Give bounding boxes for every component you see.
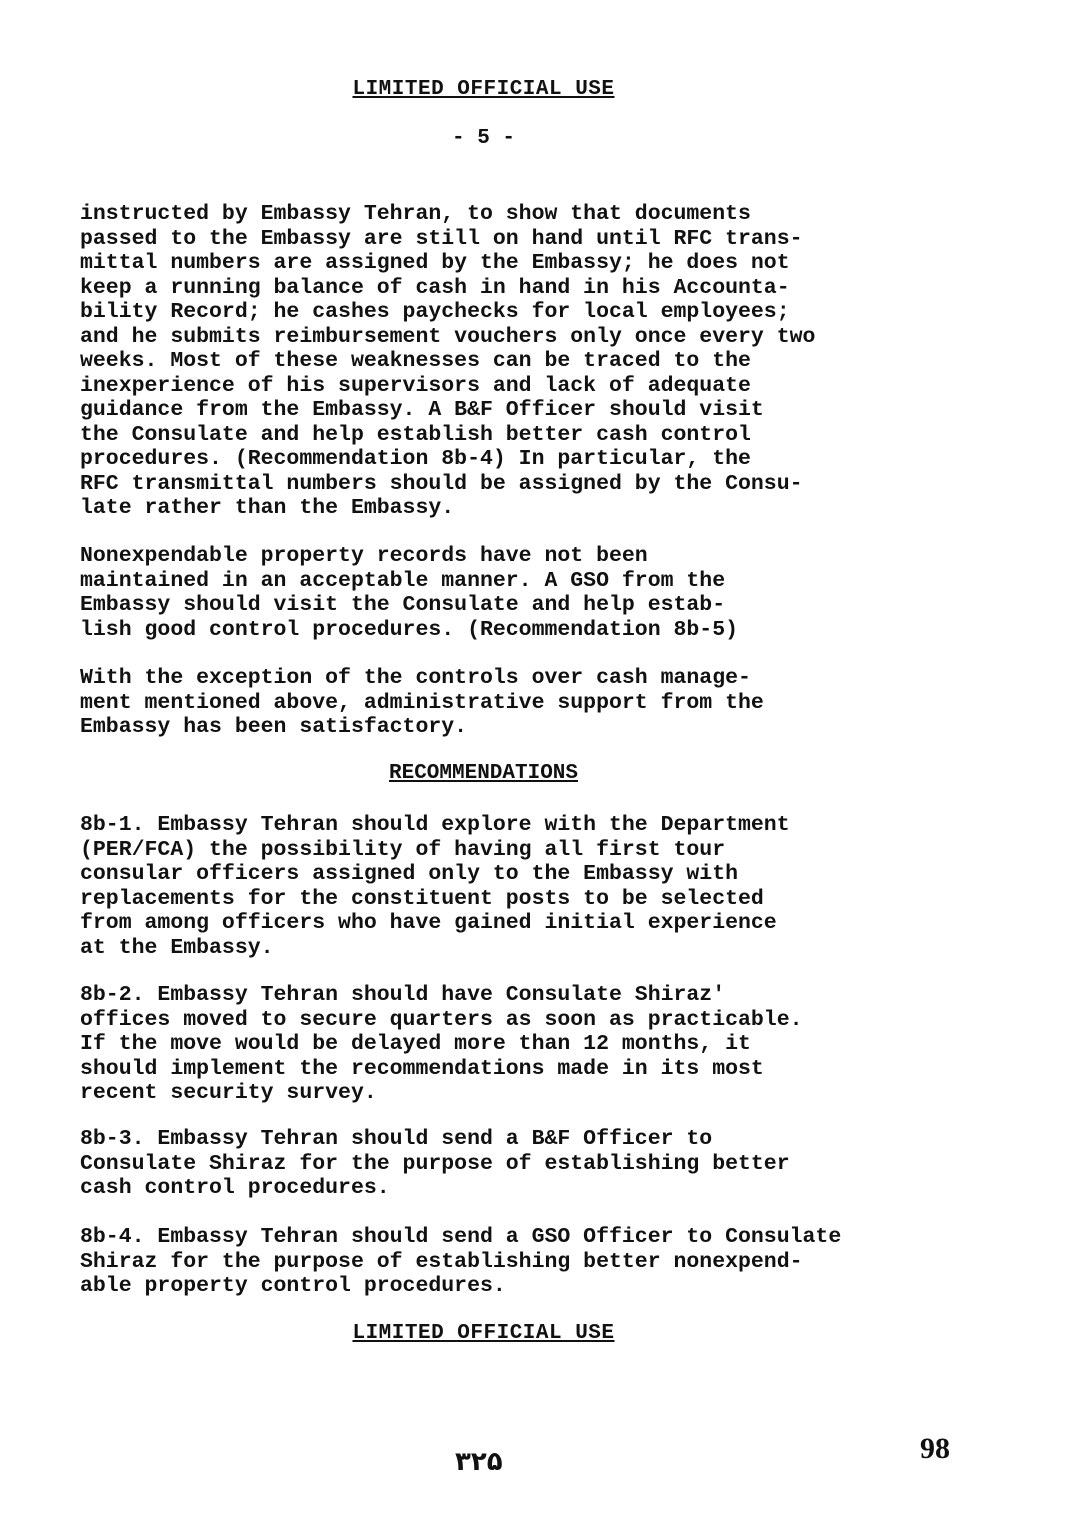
persian-page-number: ۳۲۵ [455,1447,503,1477]
recommendation-item: 8b-1. Embassy Tehran should explore with the Department (PER/FCA) the possibility of having all first tour consular officers assigned only to the Embassy with replacements for the constituent posts to be selected from among officers who have gained initial experience at the Embassy. [80,813,790,960]
body-paragraph: With the exception of the controls over cash manage- ment mentioned above, administrative support from the Embassy has been satisfactory. [80,666,764,739]
recommendations-heading: RECOMMENDATIONS [388,762,579,785]
page-marker: - 5 - [451,127,515,150]
recommendation-item: 8b-3. Embassy Tehran should send a B&F Officer to Consulate Shiraz for the purpose of establishing better cash control procedures. [80,1127,790,1200]
classification-header: LIMITED OFFICIAL USE [352,78,615,101]
recommendation-item: 8b-4. Embassy Tehran should send a GSO Officer to Consulate Shiraz for the purpose of establishing better nonexpend- able property control procedures. [80,1225,842,1298]
body-paragraph: Nonexpendable property records have not been maintained in an acceptable manner. A GSO from the Embassy should visit the Consulate and help estab- lish good control procedures. (Recommendation 8b-5) [80,544,739,642]
classification-footer: LIMITED OFFICIAL USE [352,1322,615,1345]
body-paragraph: instructed by Embassy Tehran, to show that documents passed to the Embassy are still on hand until RFC trans- mittal numbers are assigned by the Embassy; he does not keep a running balance of cash in hand in his Accounta- bility Record; he cashes paychecks for local employees; and he submits reimbursement vouchers only once every two weeks. Most of these weaknesses can be traced to the inexperience of his supervisors and lack of adequate guidance from the Embassy. A B&F Officer should visit the Consulate and help establish better cash control procedures. (Recommendation 8b-4) In particular, the RFC transmittal numbers should be assigned by the Consu- late rather than the Embassy. [80,202,816,520]
recommendation-item: 8b-2. Embassy Tehran should have Consulate Shiraz' offices moved to secure quarters as soon as practicable. If the move would be delayed more than 12 months, it should implement the recommendations made in its most recent security survey. [80,983,803,1105]
page-number: 98 [920,1432,950,1465]
